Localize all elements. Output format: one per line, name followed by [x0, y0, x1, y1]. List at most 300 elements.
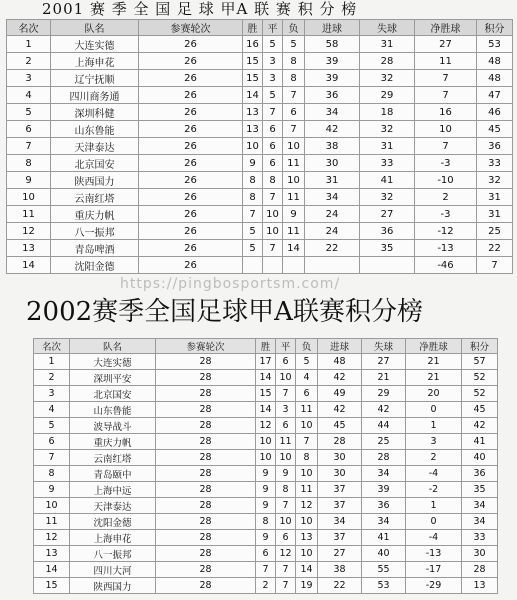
cell-losses: 9: [283, 206, 305, 223]
cell-team: 山东鲁能: [51, 121, 139, 138]
cell-wins: 7: [243, 206, 263, 223]
cell-goals-for: 28: [318, 434, 362, 450]
cell-rank: 5: [7, 104, 51, 121]
cell-goals-for: 49: [318, 386, 362, 402]
cell-draws: 5: [263, 36, 283, 53]
cell-goals-against: 18: [360, 104, 415, 121]
cell-team: 北京国安: [51, 155, 139, 172]
table-row: [7, 223, 513, 240]
header-rounds: 参赛轮次: [139, 20, 243, 36]
standings-title-2002: 2002赛季全国足球甲A联赛积分榜: [26, 297, 423, 327]
watermark-text: https://pingbosportsm.com/: [120, 276, 341, 292]
cell-rounds: 28: [156, 578, 256, 594]
cell-goals-for: 34: [305, 189, 360, 206]
cell-goal-diff: 21: [406, 354, 462, 370]
cell-goals-against: [360, 257, 415, 274]
cell-team: 青岛啤酒: [51, 240, 139, 257]
cell-losses: 6: [296, 386, 318, 402]
cell-points: 28: [462, 562, 498, 578]
header-rank: 名次: [34, 339, 70, 354]
cell-draws: 12: [276, 546, 296, 562]
cell-rounds: 26: [139, 104, 243, 121]
cell-draws: [263, 257, 283, 274]
cell-rounds: 28: [156, 450, 256, 466]
cell-points: 31: [477, 206, 513, 223]
cell-losses: 11: [283, 155, 305, 172]
cell-wins: 6: [256, 546, 276, 562]
cell-losses: 10: [296, 546, 318, 562]
cell-goals-for: [305, 257, 360, 274]
cell-goal-diff: 1: [406, 498, 462, 514]
cell-goals-for: 45: [318, 418, 362, 434]
cell-goals-against: 32: [360, 121, 415, 138]
cell-goal-diff: 7: [415, 70, 477, 87]
cell-goals-against: 36: [362, 498, 406, 514]
cell-goal-diff: 21: [406, 370, 462, 386]
cell-team: 重庆力帆: [70, 434, 156, 450]
cell-losses: 10: [283, 172, 305, 189]
table-row: [7, 104, 513, 121]
cell-losses: 19: [296, 578, 318, 594]
cell-goals-for: 34: [318, 514, 362, 530]
cell-rank: 12: [34, 530, 70, 546]
cell-goal-diff: 0: [406, 402, 462, 418]
cell-team: 大连实德: [70, 354, 156, 370]
cell-losses: 12: [296, 498, 318, 514]
cell-draws: 5: [263, 87, 283, 104]
cell-goals-against: 21: [362, 370, 406, 386]
cell-goals-for: 38: [318, 562, 362, 578]
cell-rank: 1: [7, 36, 51, 53]
cell-losses: 6: [283, 104, 305, 121]
cell-goals-against: 55: [362, 562, 406, 578]
cell-goals-against: 42: [362, 402, 406, 418]
cell-points: 53: [477, 36, 513, 53]
table-row: [34, 578, 498, 594]
cell-goal-diff: -4: [406, 530, 462, 546]
cell-draws: 3: [263, 70, 283, 87]
table-row: [7, 189, 513, 206]
cell-points: 52: [462, 386, 498, 402]
header-goal-diff: 净胜球: [415, 20, 477, 36]
cell-goals-for: 30: [318, 466, 362, 482]
cell-draws: 7: [263, 104, 283, 121]
cell-draws: 7: [276, 386, 296, 402]
cell-rounds: 28: [156, 562, 256, 578]
table-row: [7, 121, 513, 138]
cell-rank: 6: [34, 434, 70, 450]
cell-points: 36: [462, 466, 498, 482]
cell-rounds: 26: [139, 87, 243, 104]
cell-draws: 8: [276, 482, 296, 498]
cell-rank: 3: [7, 70, 51, 87]
cell-rounds: 28: [156, 402, 256, 418]
header-team: 队名: [70, 339, 156, 354]
cell-rank: 11: [7, 206, 51, 223]
cell-team: 深圳平安: [70, 370, 156, 386]
cell-goals-against: 29: [360, 87, 415, 104]
cell-points: 36: [477, 138, 513, 155]
cell-goals-against: 40: [362, 546, 406, 562]
cell-rounds: 26: [139, 70, 243, 87]
cell-draws: 7: [276, 498, 296, 514]
cell-wins: 9: [256, 498, 276, 514]
table-row: [7, 206, 513, 223]
cell-goals-against: 27: [362, 354, 406, 370]
cell-wins: 8: [243, 189, 263, 206]
cell-team: 青岛颐中: [70, 466, 156, 482]
header-row: [7, 20, 513, 36]
cell-team: 上海申花: [70, 530, 156, 546]
cell-wins: 10: [256, 450, 276, 466]
cell-goal-diff: 27: [415, 36, 477, 53]
cell-rounds: 28: [156, 418, 256, 434]
cell-draws: 7: [276, 562, 296, 578]
cell-goals-for: 30: [318, 450, 362, 466]
cell-draws: 6: [263, 138, 283, 155]
cell-goal-diff: 16: [415, 104, 477, 121]
cell-points: 34: [462, 498, 498, 514]
cell-rounds: 26: [139, 36, 243, 53]
cell-wins: 13: [243, 104, 263, 121]
cell-goals-for: 24: [305, 206, 360, 223]
table-row: [34, 434, 498, 450]
cell-team: 云南红塔: [51, 189, 139, 206]
cell-losses: 7: [283, 121, 305, 138]
cell-wins: 15: [256, 386, 276, 402]
cell-goals-for: 31: [305, 172, 360, 189]
cell-rank: 8: [34, 466, 70, 482]
cell-wins: 14: [243, 87, 263, 104]
cell-goals-for: 27: [318, 546, 362, 562]
table-row: [34, 450, 498, 466]
cell-rounds: 28: [156, 354, 256, 370]
cell-team: 上海申花: [51, 53, 139, 70]
cell-points: 52: [462, 370, 498, 386]
cell-losses: 10: [283, 138, 305, 155]
cell-rounds: 26: [139, 53, 243, 70]
cell-goal-diff: -29: [406, 578, 462, 594]
header-losses: 负: [296, 339, 318, 354]
cell-wins: 9: [243, 155, 263, 172]
cell-points: 13: [462, 578, 498, 594]
cell-goals-for: 34: [305, 104, 360, 121]
cell-points: 42: [462, 418, 498, 434]
cell-points: 34: [462, 514, 498, 530]
cell-rounds: 26: [139, 223, 243, 240]
cell-draws: 7: [263, 189, 283, 206]
cell-losses: 7: [283, 87, 305, 104]
table-row: [7, 138, 513, 155]
cell-wins: 7: [256, 562, 276, 578]
cell-goals-against: 32: [360, 189, 415, 206]
standings-table-2001: [6, 19, 513, 274]
table-row: [34, 386, 498, 402]
cell-wins: 12: [256, 418, 276, 434]
cell-goals-against: 28: [362, 450, 406, 466]
cell-team: 四川大河: [70, 562, 156, 578]
cell-points: 41: [462, 434, 498, 450]
table-row: [7, 240, 513, 257]
header-goals-against: 失球: [360, 20, 415, 36]
table-row: [34, 514, 498, 530]
header-losses: 负: [283, 20, 305, 36]
table-row: [7, 87, 513, 104]
cell-rounds: 26: [139, 121, 243, 138]
cell-goal-diff: 10: [415, 121, 477, 138]
cell-team: 上海中远: [70, 482, 156, 498]
cell-rounds: 28: [156, 434, 256, 450]
cell-losses: 5: [283, 36, 305, 53]
cell-losses: 10: [296, 418, 318, 434]
cell-wins: 9: [256, 482, 276, 498]
cell-points: 7: [477, 257, 513, 274]
cell-wins: 13: [243, 121, 263, 138]
cell-points: 30: [462, 546, 498, 562]
cell-team: 山东鲁能: [70, 402, 156, 418]
cell-team: 八一振邦: [70, 546, 156, 562]
cell-rounds: 26: [139, 138, 243, 155]
cell-rank: 6: [7, 121, 51, 138]
table-row: [7, 70, 513, 87]
cell-losses: 8: [283, 70, 305, 87]
header-wins: 胜: [243, 20, 263, 36]
cell-goals-for: 58: [305, 36, 360, 53]
cell-goal-diff: 0: [406, 514, 462, 530]
cell-rounds: 28: [156, 498, 256, 514]
cell-team: 四川商务通: [51, 87, 139, 104]
cell-points: 45: [477, 121, 513, 138]
cell-points: 45: [462, 402, 498, 418]
cell-points: 57: [462, 354, 498, 370]
cell-points: 33: [477, 155, 513, 172]
cell-goals-against: 31: [360, 138, 415, 155]
cell-goals-for: 22: [318, 578, 362, 594]
cell-goals-against: 41: [362, 530, 406, 546]
cell-rank: 2: [7, 53, 51, 70]
standings-table-2002: [33, 338, 498, 594]
cell-wins: 14: [256, 402, 276, 418]
header-goal-diff: 净胜球: [406, 339, 462, 354]
cell-wins: 2: [256, 578, 276, 594]
cell-rank: 13: [34, 546, 70, 562]
cell-losses: [283, 257, 305, 274]
cell-wins: 5: [243, 223, 263, 240]
cell-team: 波导战斗: [70, 418, 156, 434]
cell-wins: 17: [256, 354, 276, 370]
cell-draws: 6: [263, 121, 283, 138]
cell-points: 48: [477, 53, 513, 70]
cell-losses: 11: [296, 482, 318, 498]
cell-rounds: 28: [156, 546, 256, 562]
cell-points: 33: [462, 530, 498, 546]
cell-goal-diff: 1: [406, 418, 462, 434]
cell-rounds: 28: [156, 482, 256, 498]
header-wins: 胜: [256, 339, 276, 354]
cell-wins: 15: [243, 70, 263, 87]
cell-draws: 7: [263, 240, 283, 257]
cell-goals-for: 39: [305, 70, 360, 87]
cell-rounds: 28: [156, 514, 256, 530]
cell-goals-against: 44: [362, 418, 406, 434]
cell-points: 47: [477, 87, 513, 104]
cell-rank: 12: [7, 223, 51, 240]
cell-points: 22: [477, 240, 513, 257]
cell-rounds: 26: [139, 155, 243, 172]
cell-goals-against: 27: [360, 206, 415, 223]
cell-goal-diff: -4: [406, 466, 462, 482]
cell-losses: 10: [296, 514, 318, 530]
cell-rank: 8: [7, 155, 51, 172]
header-rank: 名次: [7, 20, 51, 36]
cell-goal-diff: -12: [415, 223, 477, 240]
header-team: 队名: [51, 20, 139, 36]
cell-goals-for: 36: [305, 87, 360, 104]
cell-goals-for: 42: [318, 402, 362, 418]
cell-goals-against: 35: [360, 240, 415, 257]
cell-team: 陕西国力: [70, 578, 156, 594]
cell-draws: 6: [276, 418, 296, 434]
standings-title-2001: 2001 赛 季 全 国 足 球 甲A 联 赛 积 分 榜: [42, 0, 358, 18]
table-row: [34, 482, 498, 498]
cell-rounds: 28: [156, 370, 256, 386]
table-row: [7, 155, 513, 172]
cell-points: 32: [477, 172, 513, 189]
cell-goals-against: 31: [360, 36, 415, 53]
cell-rank: 5: [34, 418, 70, 434]
cell-goal-diff: 7: [415, 87, 477, 104]
cell-team: 北京国安: [70, 386, 156, 402]
cell-goals-against: 34: [362, 514, 406, 530]
cell-goal-diff: 2: [415, 189, 477, 206]
cell-goals-for: 42: [305, 121, 360, 138]
cell-team: 沈阳金德: [70, 514, 156, 530]
table-row: [7, 36, 513, 53]
cell-points: 48: [477, 70, 513, 87]
cell-losses: 11: [296, 402, 318, 418]
cell-losses: 4: [296, 370, 318, 386]
cell-goals-against: 32: [360, 70, 415, 87]
cell-goal-diff: 11: [415, 53, 477, 70]
cell-rank: 13: [7, 240, 51, 257]
cell-rank: 9: [34, 482, 70, 498]
cell-draws: 8: [263, 172, 283, 189]
header-rounds: 参赛轮次: [156, 339, 256, 354]
cell-goals-for: 48: [318, 354, 362, 370]
cell-team: 天津泰达: [51, 138, 139, 155]
header-goals-against: 失球: [362, 339, 406, 354]
table-row: [7, 257, 513, 274]
cell-rank: 15: [34, 578, 70, 594]
cell-wins: 8: [243, 172, 263, 189]
cell-rank: 2: [34, 370, 70, 386]
cell-rank: 10: [34, 498, 70, 514]
cell-draws: 11: [276, 434, 296, 450]
cell-rank: 11: [34, 514, 70, 530]
cell-wins: 10: [243, 138, 263, 155]
cell-rounds: 26: [139, 172, 243, 189]
table-row: [34, 530, 498, 546]
cell-rounds: 26: [139, 240, 243, 257]
cell-goals-for: 22: [305, 240, 360, 257]
cell-goals-against: 28: [360, 53, 415, 70]
cell-rounds: 28: [156, 530, 256, 546]
cell-rank: 10: [7, 189, 51, 206]
cell-losses: 14: [296, 562, 318, 578]
cell-team: 八一振邦: [51, 223, 139, 240]
header-goals-for: 进球: [318, 339, 362, 354]
table-row: [34, 546, 498, 562]
cell-goals-for: 37: [318, 498, 362, 514]
cell-goal-diff: -3: [415, 155, 477, 172]
cell-goal-diff: 20: [406, 386, 462, 402]
table-row: [34, 402, 498, 418]
cell-rank: 4: [7, 87, 51, 104]
cell-team: 天津泰达: [70, 498, 156, 514]
cell-rounds: 28: [156, 466, 256, 482]
cell-losses: 5: [296, 354, 318, 370]
cell-draws: 9: [276, 466, 296, 482]
cell-goal-diff: 3: [406, 434, 462, 450]
cell-goals-for: 42: [318, 370, 362, 386]
cell-rank: 3: [34, 386, 70, 402]
cell-team: 陕西国力: [51, 172, 139, 189]
header-draws: 平: [276, 339, 296, 354]
cell-draws: 10: [263, 223, 283, 240]
cell-draws: 7: [276, 578, 296, 594]
cell-wins: 15: [243, 53, 263, 70]
header-points: 积分: [462, 339, 498, 354]
cell-goals-against: 36: [360, 223, 415, 240]
cell-losses: 7: [296, 434, 318, 450]
cell-goals-against: 25: [362, 434, 406, 450]
table-row: [34, 498, 498, 514]
header-goals-for: 进球: [305, 20, 360, 36]
cell-losses: 11: [283, 189, 305, 206]
cell-goal-diff: -17: [406, 562, 462, 578]
cell-team: 沈阳金德: [51, 257, 139, 274]
cell-losses: 14: [283, 240, 305, 257]
cell-points: 25: [477, 223, 513, 240]
cell-losses: 13: [296, 530, 318, 546]
cell-goals-for: 37: [318, 482, 362, 498]
cell-goals-against: 33: [360, 155, 415, 172]
cell-draws: 3: [263, 53, 283, 70]
cell-draws: 10: [276, 450, 296, 466]
cell-team: 大连实德: [51, 36, 139, 53]
cell-rank: 9: [7, 172, 51, 189]
table-row: [7, 53, 513, 70]
cell-losses: 11: [283, 223, 305, 240]
cell-goal-diff: 2: [406, 450, 462, 466]
cell-wins: 10: [256, 434, 276, 450]
cell-goal-diff: -13: [406, 546, 462, 562]
cell-losses: 8: [283, 53, 305, 70]
cell-draws: 6: [276, 530, 296, 546]
cell-goals-against: 41: [360, 172, 415, 189]
cell-losses: 10: [296, 466, 318, 482]
cell-team: 重庆力帆: [51, 206, 139, 223]
cell-goal-diff: -10: [415, 172, 477, 189]
cell-points: 40: [462, 450, 498, 466]
cell-rank: 14: [7, 257, 51, 274]
cell-goal-diff: -46: [415, 257, 477, 274]
cell-points: 35: [462, 482, 498, 498]
cell-wins: 14: [256, 370, 276, 386]
header-points: 积分: [477, 20, 513, 36]
cell-goals-against: 53: [362, 578, 406, 594]
cell-points: 46: [477, 104, 513, 121]
